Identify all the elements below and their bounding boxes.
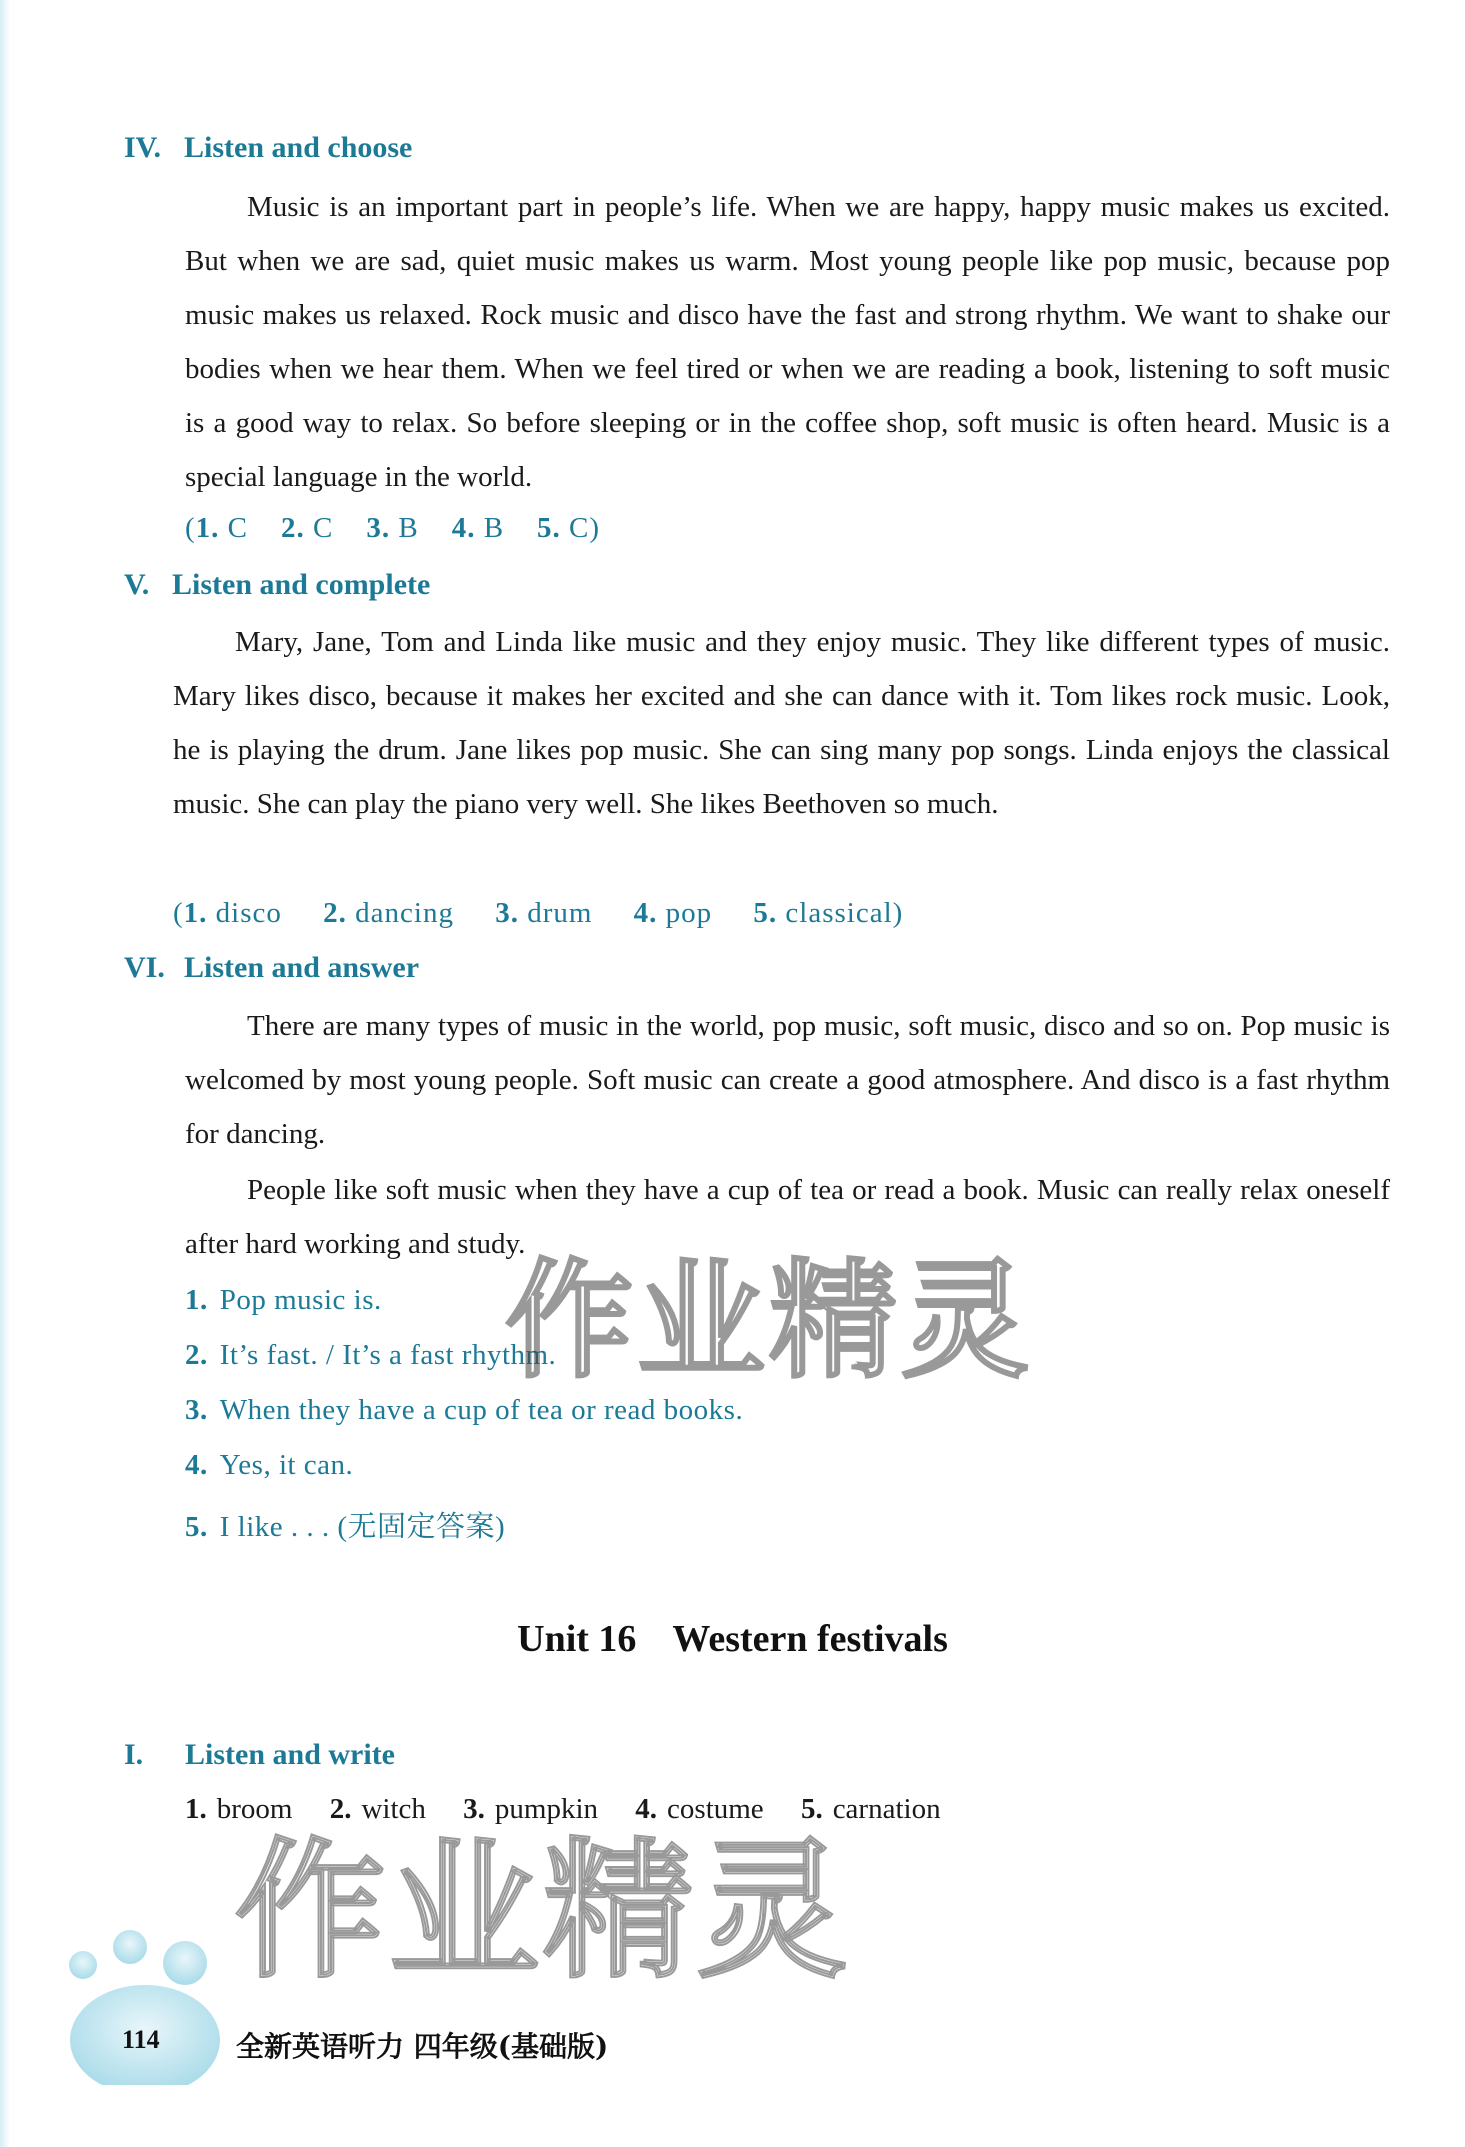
section-iv-numeral: IV. [124,131,161,164]
word-item: 5. carnation [800,1793,941,1825]
answer-item: 3. B [366,512,419,544]
page-number: 114 [122,2025,160,2054]
section-vi-paragraph-1: There are many types of music in the world, pop music, soft music, disco and so on. Pop music is welcomed by most young people. Soft music can create a good atmosphere. And disco is a fast rhythm for dancing. [185,1010,1390,1150]
section-vi-answer-1: 1. Pop music is. [185,1284,382,1316]
section-v-title: Listen and complete [172,568,431,601]
unit-label: Unit 16 [517,1618,637,1660]
section-iv-paragraph: Music is an important part in people’s life. When we are happy, happy music makes us excited. But when we are sad, quiet music makes us warm. Most young people like pop music, because pop music makes us relaxed. Rock music and disco have the fast and strong rhythm. We want to shake our bodies when we hear them. When we feel tired or when we are reading a book, listening to soft music is a good way to relax. So before sleeping or in the coffee shop, soft music is often heard. Music is a special language in the world. [185,191,1390,493]
section-vi-answer-4: 4. Yes, it can. [185,1449,354,1481]
word-item: 2. witch [329,1793,426,1825]
unit-title [0,1617,1465,1661]
section-v-heading [124,568,430,602]
word-item: 4. costume [635,1793,764,1825]
section-vi-title: Listen and answer [184,951,420,984]
section-v-answers: (1. disco 2. dancing 3. drum 4. pop 5. classical) [173,897,904,929]
watermark-lower: 作业精灵 [235,1825,852,1999]
section-vi-answer-2: 2. It’s fast. / It’s a fast rhythm. [185,1339,557,1371]
answer-item: 3. drum [495,897,593,929]
answer-item: 2. C [281,512,334,544]
watermark-upper: 作业精灵 [505,1247,1034,1396]
section-v-paragraph: Mary, Jane, Tom and Linda like music and they enjoy music. They like different types of music. Mary likes disco, because it makes her excited and she can dance with it. Tom likes rock music. Look, he is playing the drum. Jane likes pop music. She can sing many pop songs. Linda enjoys the classical music. She can play the piano very well. She likes Beethoven so much. [173,626,1390,820]
section-vi-answer-5: 5. I like . . . (无固定答案) [185,1511,506,1543]
section-vi-answer-3: 3. When they have a cup of tea or read books. [185,1394,744,1426]
answer-item: 2. dancing [323,897,454,929]
answer-item: 4. B [451,512,505,544]
section-v-numeral: V. [124,568,150,601]
paw-print-icon [55,1925,225,2085]
section-i-heading [124,1738,395,1772]
answer-item: 4. pop [633,897,713,929]
answer-item: 5. C [537,512,590,544]
section-i-title: Listen and write [185,1738,395,1771]
section-iv-answers: (1. C 2. C 3. B 4. B 5. C) [185,512,601,544]
answer-item: 1. disco [183,897,282,929]
book-title: 全新英语听力 四年级(基础版) [236,2030,609,2063]
section-vi-numeral: VI. [124,951,165,984]
section-vi-paragraph-2: People like soft music when they have a cup of tea or read a book. Music can really relax oneself after hard working and study. [185,1174,1390,1260]
section-iv-title: Listen and choose [184,131,413,164]
page-edge [0,0,10,2147]
section-i-numeral: I. [124,1738,144,1771]
section-iv-heading [124,131,412,165]
answer-item: 5. classical [753,897,893,929]
word-item: 1. broom [185,1793,293,1825]
unit-name: Western festivals [672,1618,948,1660]
answer-item: 1. C [195,512,249,544]
section-vi-heading [124,951,419,985]
word-item: 3. pumpkin [463,1793,599,1825]
